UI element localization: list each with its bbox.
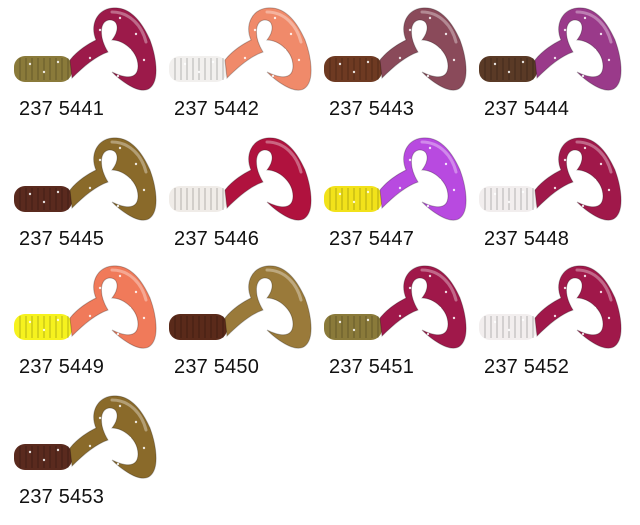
twin-tail-grub-lure-image xyxy=(0,0,160,100)
glitter-fleck xyxy=(594,49,596,51)
lure-body xyxy=(14,444,72,470)
twin-tail-grub-lure-image xyxy=(155,130,315,230)
twin-tail-grub-lure-image xyxy=(310,0,470,100)
twin-tail-grub-lure-image xyxy=(155,258,315,358)
glitter-fleck xyxy=(143,189,145,191)
product-code-label: 237 5441 xyxy=(19,98,105,120)
glitter-fleck xyxy=(353,71,355,73)
glitter-fleck xyxy=(399,57,401,59)
product-code-label: 237 5447 xyxy=(329,228,415,250)
glitter-fleck xyxy=(89,187,91,189)
lure-tail xyxy=(225,266,311,348)
glitter-fleck xyxy=(582,205,584,207)
lure-body xyxy=(479,314,537,340)
glitter-fleck xyxy=(494,193,496,195)
lure-body xyxy=(324,56,382,82)
glitter-fleck xyxy=(129,49,131,51)
glitter-fleck xyxy=(409,29,411,31)
glitter-fleck xyxy=(399,315,401,317)
lure-body xyxy=(324,314,382,340)
lure-item xyxy=(155,0,310,130)
glitter-fleck xyxy=(584,147,586,149)
lure-body xyxy=(479,56,537,82)
glitter-fleck xyxy=(43,201,45,203)
glitter-fleck xyxy=(453,59,455,61)
glitter-fleck xyxy=(57,449,59,451)
lure-item xyxy=(465,0,620,130)
glitter-fleck xyxy=(409,159,411,161)
glitter-fleck xyxy=(427,205,429,207)
product-code-label: 237 5449 xyxy=(19,356,105,378)
glitter-fleck xyxy=(608,317,610,319)
glitter-fleck xyxy=(284,49,286,51)
glitter-fleck xyxy=(184,63,186,65)
lure-body xyxy=(324,186,382,212)
twin-tail-grub-lure-image xyxy=(0,258,160,358)
lure-item xyxy=(310,130,465,260)
glitter-fleck xyxy=(89,315,91,317)
product-code-label: 237 5442 xyxy=(174,98,260,120)
glitter-fleck xyxy=(119,405,121,407)
lure-body xyxy=(169,56,227,82)
lure-tail xyxy=(535,138,621,220)
glitter-fleck xyxy=(522,61,524,63)
lure-item xyxy=(155,130,310,260)
glitter-fleck xyxy=(439,49,441,51)
glitter-fleck xyxy=(135,33,137,35)
glitter-fleck xyxy=(99,287,101,289)
glitter-fleck xyxy=(117,333,119,335)
glitter-fleck xyxy=(608,189,610,191)
glitter-fleck xyxy=(445,163,447,165)
glitter-fleck xyxy=(554,57,556,59)
lure-tail xyxy=(70,396,156,478)
glitter-fleck xyxy=(298,59,300,61)
glitter-fleck xyxy=(445,291,447,293)
glitter-fleck xyxy=(429,17,431,19)
glitter-fleck xyxy=(453,189,455,191)
lure-body xyxy=(169,314,227,340)
product-code-label: 237 5444 xyxy=(484,98,570,120)
glitter-fleck xyxy=(57,61,59,63)
glitter-fleck xyxy=(367,319,369,321)
glitter-fleck xyxy=(508,71,510,73)
lure-item xyxy=(310,0,465,130)
twin-tail-grub-lure-image xyxy=(0,130,160,230)
glitter-fleck xyxy=(522,191,524,193)
glitter-fleck xyxy=(99,417,101,419)
glitter-fleck xyxy=(339,321,341,323)
glitter-fleck xyxy=(600,163,602,165)
glitter-fleck xyxy=(29,63,31,65)
glitter-fleck xyxy=(339,63,341,65)
glitter-fleck xyxy=(353,329,355,331)
glitter-fleck xyxy=(99,29,101,31)
twin-tail-grub-lure-image xyxy=(0,388,160,488)
glitter-fleck xyxy=(43,329,45,331)
twin-tail-grub-lure-image xyxy=(155,0,315,100)
glitter-fleck xyxy=(508,201,510,203)
lure-tail xyxy=(225,138,311,220)
glitter-fleck xyxy=(600,33,602,35)
glitter-fleck xyxy=(339,193,341,195)
lure-item xyxy=(465,258,620,388)
glitter-fleck xyxy=(582,333,584,335)
product-code-label: 237 5445 xyxy=(19,228,105,250)
product-code-label: 237 5453 xyxy=(19,486,105,508)
glitter-fleck xyxy=(582,75,584,77)
glitter-fleck xyxy=(143,59,145,61)
lure-tail xyxy=(70,266,156,348)
glitter-fleck xyxy=(119,17,121,19)
glitter-fleck xyxy=(594,307,596,309)
glitter-fleck xyxy=(367,191,369,193)
glitter-fleck xyxy=(564,287,566,289)
glitter-fleck xyxy=(43,71,45,73)
lure-body xyxy=(479,186,537,212)
glitter-fleck xyxy=(429,147,431,149)
lure-tail xyxy=(70,138,156,220)
glitter-fleck xyxy=(89,445,91,447)
twin-tail-grub-lure-image xyxy=(465,0,625,100)
product-code-label: 237 5446 xyxy=(174,228,260,250)
glitter-fleck xyxy=(453,317,455,319)
glitter-fleck xyxy=(143,317,145,319)
glitter-fleck xyxy=(427,75,429,77)
glitter-fleck xyxy=(135,163,137,165)
glitter-fleck xyxy=(198,71,200,73)
glitter-fleck xyxy=(564,29,566,31)
product-code-label: 237 5450 xyxy=(174,356,260,378)
glitter-fleck xyxy=(117,75,119,77)
glitter-fleck xyxy=(584,275,586,277)
glitter-fleck xyxy=(143,447,145,449)
glitter-fleck xyxy=(429,275,431,277)
glitter-fleck xyxy=(564,159,566,161)
glitter-fleck xyxy=(29,451,31,453)
glitter-fleck xyxy=(129,179,131,181)
twin-tail-grub-lure-image xyxy=(465,130,625,230)
glitter-fleck xyxy=(272,75,274,77)
glitter-fleck xyxy=(554,187,556,189)
glitter-fleck xyxy=(57,191,59,193)
glitter-fleck xyxy=(117,463,119,465)
lure-item xyxy=(465,130,620,260)
glitter-fleck xyxy=(367,61,369,63)
lure-item xyxy=(0,388,155,518)
twin-tail-grub-lure-image xyxy=(310,258,470,358)
glitter-fleck xyxy=(212,61,214,63)
glitter-fleck xyxy=(117,205,119,207)
glitter-fleck xyxy=(274,17,276,19)
product-code-label: 237 5452 xyxy=(484,356,570,378)
lure-item xyxy=(0,0,155,130)
lure-item xyxy=(0,258,155,388)
glitter-fleck xyxy=(445,33,447,35)
glitter-fleck xyxy=(353,201,355,203)
product-code-label: 237 5451 xyxy=(329,356,415,378)
lure-body xyxy=(169,186,227,212)
glitter-fleck xyxy=(584,17,586,19)
glitter-fleck xyxy=(594,179,596,181)
glitter-fleck xyxy=(600,291,602,293)
lure-item xyxy=(155,258,310,388)
lure-body xyxy=(14,56,72,82)
glitter-fleck xyxy=(119,147,121,149)
glitter-fleck xyxy=(439,179,441,181)
glitter-fleck xyxy=(119,275,121,277)
glitter-fleck xyxy=(290,33,292,35)
glitter-fleck xyxy=(427,333,429,335)
twin-tail-grub-lure-image xyxy=(465,258,625,358)
glitter-fleck xyxy=(439,307,441,309)
glitter-fleck xyxy=(244,57,246,59)
glitter-fleck xyxy=(129,307,131,309)
glitter-fleck xyxy=(89,57,91,59)
glitter-fleck xyxy=(135,291,137,293)
twin-tail-grub-lure-image xyxy=(310,130,470,230)
lure-item xyxy=(310,258,465,388)
glitter-fleck xyxy=(608,59,610,61)
glitter-fleck xyxy=(129,437,131,439)
glitter-fleck xyxy=(522,319,524,321)
lure-tail xyxy=(70,8,156,90)
glitter-fleck xyxy=(409,287,411,289)
glitter-fleck xyxy=(135,421,137,423)
lure-tail xyxy=(380,266,466,348)
lure-tail xyxy=(225,8,311,90)
glitter-fleck xyxy=(494,321,496,323)
lure-tail xyxy=(535,8,621,90)
glitter-fleck xyxy=(399,187,401,189)
glitter-fleck xyxy=(29,321,31,323)
glitter-fleck xyxy=(508,329,510,331)
glitter-fleck xyxy=(43,459,45,461)
glitter-fleck xyxy=(57,319,59,321)
product-code-label: 237 5443 xyxy=(329,98,415,120)
lure-body xyxy=(14,186,72,212)
lure-tail xyxy=(380,8,466,90)
lure-item xyxy=(0,130,155,260)
glitter-fleck xyxy=(554,315,556,317)
glitter-fleck xyxy=(254,29,256,31)
glitter-fleck xyxy=(99,159,101,161)
lure-tail xyxy=(535,266,621,348)
lure-tail xyxy=(380,138,466,220)
lure-body xyxy=(14,314,72,340)
glitter-fleck xyxy=(494,63,496,65)
glitter-fleck xyxy=(29,193,31,195)
product-code-label: 237 5448 xyxy=(484,228,570,250)
